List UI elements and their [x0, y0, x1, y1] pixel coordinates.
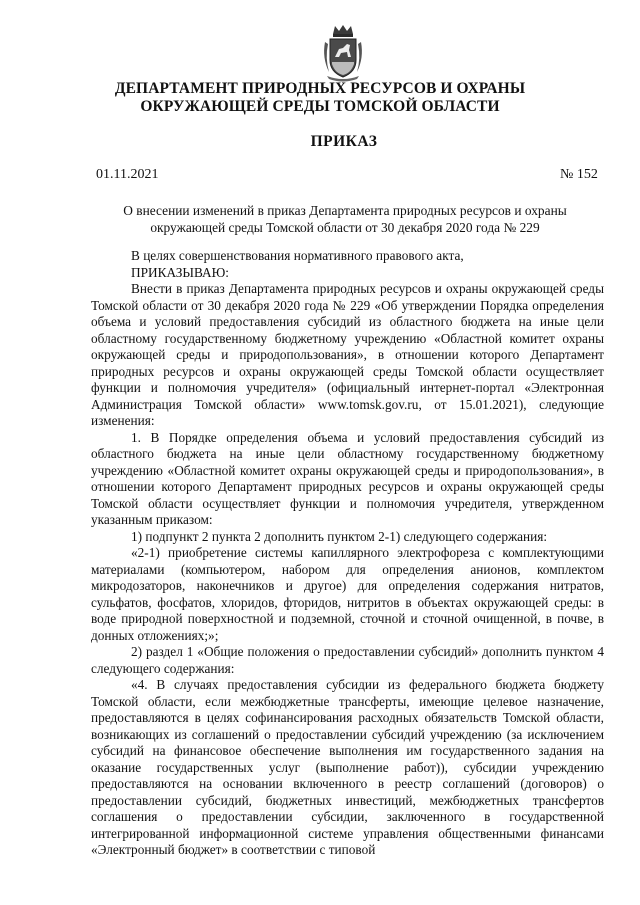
paragraph-5: 2) раздел 1 «Общие положения о предоставлении субсидий» дополнить пунктом 4 следующего содержания:: [91, 644, 604, 676]
preamble: В целях совершенствования нормативного правового акта,: [131, 248, 464, 263]
order-title: ПРИКАЗ: [310, 133, 378, 150]
order-body: [91, 248, 604, 859]
paragraph-1: Внести в приказ Департамента природных ресурсов и охраны окружающей среды Томской области от 30 декабря 2020 года № 229 «Об утверждении Порядка определения объема и условий предоставления субсидий из областного бюджета на иные цели областному государственному бюджетному учреждению «Областной комитет охраны окружающей среды и природопользования», в отношении которого Департамент природных ресурсов и охраны окружающей среды Томской области осуществляет функции и полномочия учредителя» (официальный интернет-портал «Электронная Администрация Томской области» www.tomsk.gov.ru, от 15.01.2021), следующие изменения:: [91, 281, 604, 428]
subject-line-1: О внесении изменений в приказ Департамента природных ресурсов и охраны: [123, 203, 567, 218]
department-line-1: ДЕПАРТАМЕНТ ПРИРОДНЫХ РЕСУРСОВ И ОХРАНЫ: [114, 80, 526, 97]
paragraph-6: «4. В случаях предоставления субсидии из федерального бюджета бюджету Томской области, если межбюджетные трансферты, имеющие целевое назначение, предоставляются в целях софинансирования расходных обязательств Томской области, возникающих из соглашений о предоставлении субсидий учреждению (за исключением субсидий на финансовое обеспечение выполнения им государственного задания на оказание государственных услуг (выполнение работ)), субсидии учреждению предоставляются на основании включенного в реестр соглашений (договоров) о предоставлении субсидий, бюджетных инвестиций, межбюджетных трансфертов соглашения о предоставлении субсидии, заключенного в государственной интегрированной информационной системе управления общественными финансами «Электронный бюджет» в соответствии с типовой: [91, 677, 604, 857]
order-number: № 152: [560, 167, 598, 182]
department-line-2: ОКРУЖАЮЩЕЙ СРЕДЫ ТОМСКОЙ ОБЛАСТИ: [140, 98, 500, 115]
order-date: 01.11.2021: [96, 167, 159, 182]
order-subject: [100, 202, 590, 236]
subject-line-2: окружающей среды Томской области от 30 декабря 2020 года № 229: [150, 220, 540, 235]
tomsk-coat-of-arms-icon: [321, 24, 365, 82]
paragraph-4: «2-1) приобретение системы капиллярного электрофореза с комплектующими материалами (компьютером, набором для определения анионов, комплектом микродозаторов, наконечников и другое) для определения содержания нитратов, сульфатов, фосфатов, хлоридов, фторидов, нитритов в объектах окружающей среды: в воде природной поверхностной и подземной, сточной и сточной очищенной, в почве, в донных отложениях;»;: [91, 545, 604, 643]
paragraph-2: 1. В Порядке определения объема и условий предоставления субсидий из областного бюджета на иные цели областному государственному бюджетному учреждению «Областной комитет охраны окружающей среды и природопользования», в отношении которого Департамент природных ресурсов и охраны окружающей среды Томской области осуществляет функции и полномочия учредителя, утвержденном указанным приказом:: [91, 429, 604, 527]
paragraph-3: 1) подпункт 2 пункта 2 дополнить пунктом 2-1) следующего содержания:: [131, 528, 548, 544]
order-word: ПРИКАЗЫВАЮ:: [131, 264, 229, 280]
department-name: [0, 80, 640, 116]
